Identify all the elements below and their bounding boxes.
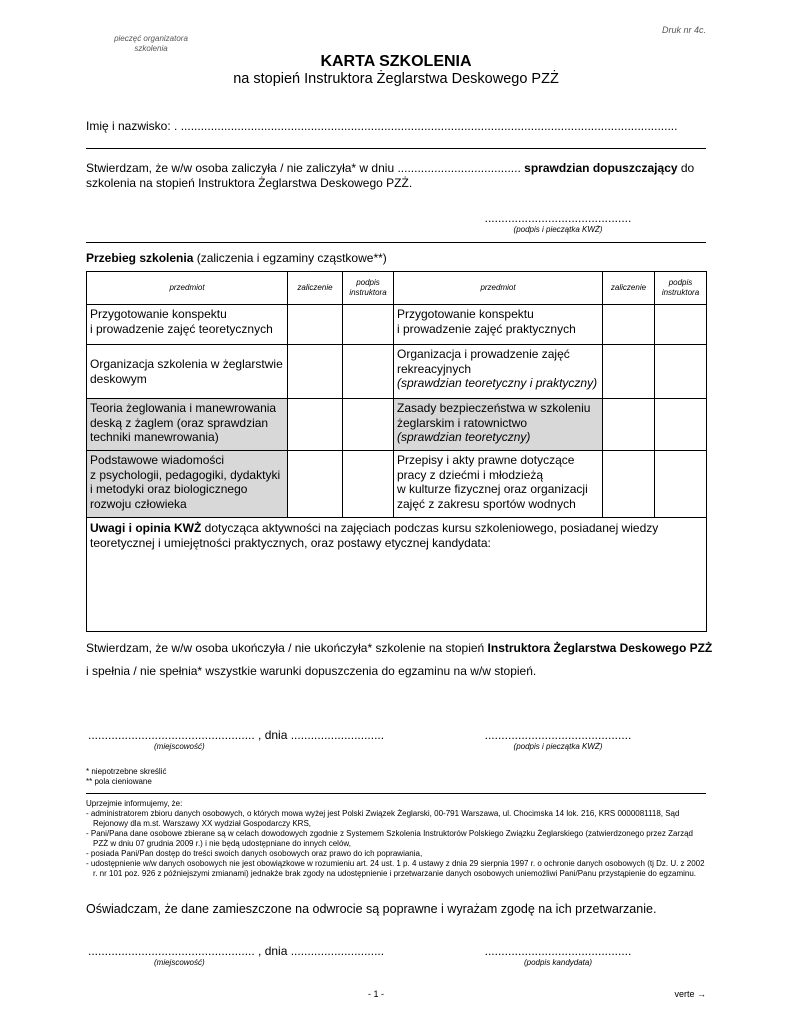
table-row: [87, 451, 707, 518]
subject-cell-shaded: Teoria żeglowania i manewrowania deską z żaglem (oraz sprawdzian techniki manewrowania): [87, 399, 288, 451]
completion-line2: i spełnia / nie spełnia* wszystkie warunki dopuszczenia do egzaminu na w/w stopień.: [86, 664, 537, 678]
consent-signature[interactable]: [470, 944, 646, 967]
consent-place-date-dots: .................................................. , dnia ............................: [88, 944, 385, 958]
signature-cell[interactable]: [655, 451, 707, 518]
notice-item: - udostępnienie w/w danych osobowych nie jest obowiązkowe w rozumieniu art. 24 ust. 1 p. 4 ustawy z dnia 29 sierpnia 1997 r. o ochronie danych osobowych (tj Dz. U. z 2002 r. nr 101 poz. 926 z późniejszymi zmianami) jednakże brak zgody na udostępnienie i przetwarzanie danych osobowych uniemożliwi Pani/Panu przystąpienie do egzaminu.: [86, 859, 705, 878]
col-header-pass: zaliczenie: [288, 272, 343, 305]
subject-cell: Przepisy i akty prawne dotyczące pracy z dziećmi i młodzieżą w kulturze fizycznej oraz organizacji zajęć z zakresu sportów wodnych: [394, 451, 603, 518]
subject-cell-shaded: Podstawowe wiadomości z psychologii, pedagogiki, dydaktyki i metodyki oraz biologicznego rozwoju człowieka: [87, 451, 288, 518]
table-row: [87, 305, 707, 345]
pass-cell[interactable]: [603, 305, 655, 345]
signature-cell[interactable]: [343, 399, 394, 451]
admission-signature[interactable]: [470, 211, 646, 234]
consent-signature-label: (podpis kandydata): [523, 958, 593, 967]
signature-cell[interactable]: [655, 305, 707, 345]
organizer-stamp-area: [96, 34, 206, 54]
table-row: [87, 345, 707, 399]
course-table: [86, 271, 707, 632]
notice-item: - posiada Pani/Pan dostęp do treści swoich danych osobowych oraz prawo do ich poprawiania,: [86, 849, 423, 858]
opinion-row: [87, 518, 707, 632]
admission-signature-label: (podpis i pieczątka KWŻ): [513, 225, 603, 234]
completion-text-before: Stwierdzam, że w/w osoba ukończyła / nie ukończyła* szkolenie na stopień: [86, 641, 488, 655]
notice-item: - Pani/Pana dane osobowe zbierane są w celach dowodowych zgodnie z Systemem Szkolenia Instruktorów Polskiego Związku Żeglarskiego (zatwierdzonego przez Zarząd PZŻ w dniu 07 grudnia 2009 r.) i nie będą udostępniane do innych celów,: [86, 829, 693, 848]
data-protection-notice: [86, 799, 706, 879]
admission-test-label: sprawdzian dopuszczający: [524, 161, 678, 175]
consent-place-date[interactable]: [88, 944, 408, 967]
signature-cell[interactable]: [343, 451, 394, 518]
subject-cell: Organizacja szkolenia w żeglarstwie deskowym: [87, 345, 288, 399]
subject-cell: Przygotowanie konspektu i prowadzenie zajęć praktycznych: [394, 305, 603, 345]
footnote-2: ** pola cieniowane: [86, 777, 152, 786]
col-header-signature: podpis instruktora: [655, 272, 707, 305]
signature-cell[interactable]: [655, 399, 707, 451]
page-title: KARTA SZKOLENIA: [320, 53, 472, 70]
stamp-label-line1: pieczęć organizatora: [114, 34, 188, 43]
pass-cell[interactable]: [603, 451, 655, 518]
divider: [86, 793, 706, 794]
col-header-subject: przedmiot: [87, 272, 288, 305]
pass-cell[interactable]: [288, 399, 343, 451]
course-heading-bold: Przebieg szkolenia: [86, 251, 194, 265]
pass-cell[interactable]: [288, 451, 343, 518]
table-row: [87, 399, 707, 451]
completion-signature-dots: ............................................: [484, 728, 632, 742]
pass-cell[interactable]: [603, 399, 655, 451]
verte-label: verte →: [674, 989, 706, 999]
divider: [86, 242, 706, 243]
form-number: Druk nr 4c.: [661, 25, 706, 35]
consent-place-label: (miejscowość): [154, 958, 205, 967]
admission-statement: [86, 161, 706, 191]
completion-place-date[interactable]: [88, 728, 408, 751]
pass-cell[interactable]: [288, 305, 343, 345]
subject-cell-shaded: Zasady bezpieczeństwa w szkoleniu żeglarskim i ratownictwo (sprawdzian teoretyczny): [394, 399, 603, 451]
stamp-label-line2: szkolenia: [134, 44, 168, 53]
pass-cell[interactable]: [288, 345, 343, 399]
admission-text-after: do: [677, 161, 695, 175]
page-number: - 1 -: [367, 989, 384, 999]
signature-cell[interactable]: [343, 305, 394, 345]
course-heading-rest: (zaliczenia i egzaminy cząstkowe**): [193, 251, 387, 265]
table-header-row: [87, 272, 707, 305]
consent-statement: Oświadczam, że dane zamieszczone na odwrocie są poprawne i wyrażam zgodę na ich przetwarzanie.: [86, 902, 657, 916]
divider: [86, 148, 706, 149]
notice-intro: Uprzejmie informujemy, że:: [86, 799, 183, 808]
admission-text-before: Stwierdzam, że w/w osoba zaliczyła / nie zaliczyła* w dniu .....................................: [86, 161, 525, 175]
completion-signature[interactable]: [470, 728, 646, 751]
course-heading: [86, 251, 706, 265]
admission-signature-dots: ............................................: [484, 211, 632, 225]
col-header-subject: przedmiot: [394, 272, 603, 305]
footnotes: [86, 767, 166, 787]
footnote-1: * niepotrzebne skreślić: [86, 767, 167, 776]
completion-degree: Instruktora Żeglarstwa Deskowego PZŻ: [487, 641, 713, 655]
subject-cell: Organizacja i prowadzenie zajęć rekreacyjnych (sprawdzian teoretyczny i praktyczny): [394, 345, 603, 399]
name-field[interactable]: Imię i nazwisko: . .....................................................................................................................................................: [86, 119, 678, 133]
page-subtitle: na stopień Instruktora Żeglarstwa Deskowego PZŻ: [233, 71, 559, 87]
completion-place-label: (miejscowość): [154, 742, 205, 751]
opinion-text-l2: teoretycznej i umiejętności praktycznych, oraz postawy etycznej kandydata:: [90, 535, 491, 550]
completion-place-date-dots: .................................................. , dnia ............................: [88, 728, 385, 742]
subject-cell: Przygotowanie konspektu i prowadzenie zajęć teoretycznych: [87, 305, 288, 345]
completion-statement: [86, 641, 711, 655]
col-header-pass: zaliczenie: [603, 272, 655, 305]
notice-item: - administratorem zbioru danych osobowych, o których mowa wyżej jest Polski Związek Żeglarski, 00-791 Warszawa, ul. Chocimska 14 lok. 216, KRS 0000081118, Sąd Rejonowy dla m.st. Warszawy XX wydział Gospodarczy KRS,: [86, 809, 680, 828]
admission-line2: szkolenia na stopień Instruktora Żeglarstwa Deskowego PZŻ.: [86, 176, 413, 190]
opinion-field[interactable]: [87, 518, 707, 632]
col-header-signature: podpis instruktora: [343, 272, 394, 305]
signature-cell[interactable]: [343, 345, 394, 399]
completion-signature-label: (podpis i pieczątka KWŻ): [513, 742, 603, 751]
signature-cell[interactable]: [655, 345, 707, 399]
consent-signature-dots: ............................................: [484, 944, 632, 958]
opinion-text-l1: dotycząca aktywności na zajęciach podczas kursu szkoleniowego, posiadanej wiedzy: [201, 521, 659, 535]
opinion-bold: Uwagi i opinia KWŻ: [90, 521, 202, 535]
pass-cell[interactable]: [603, 345, 655, 399]
